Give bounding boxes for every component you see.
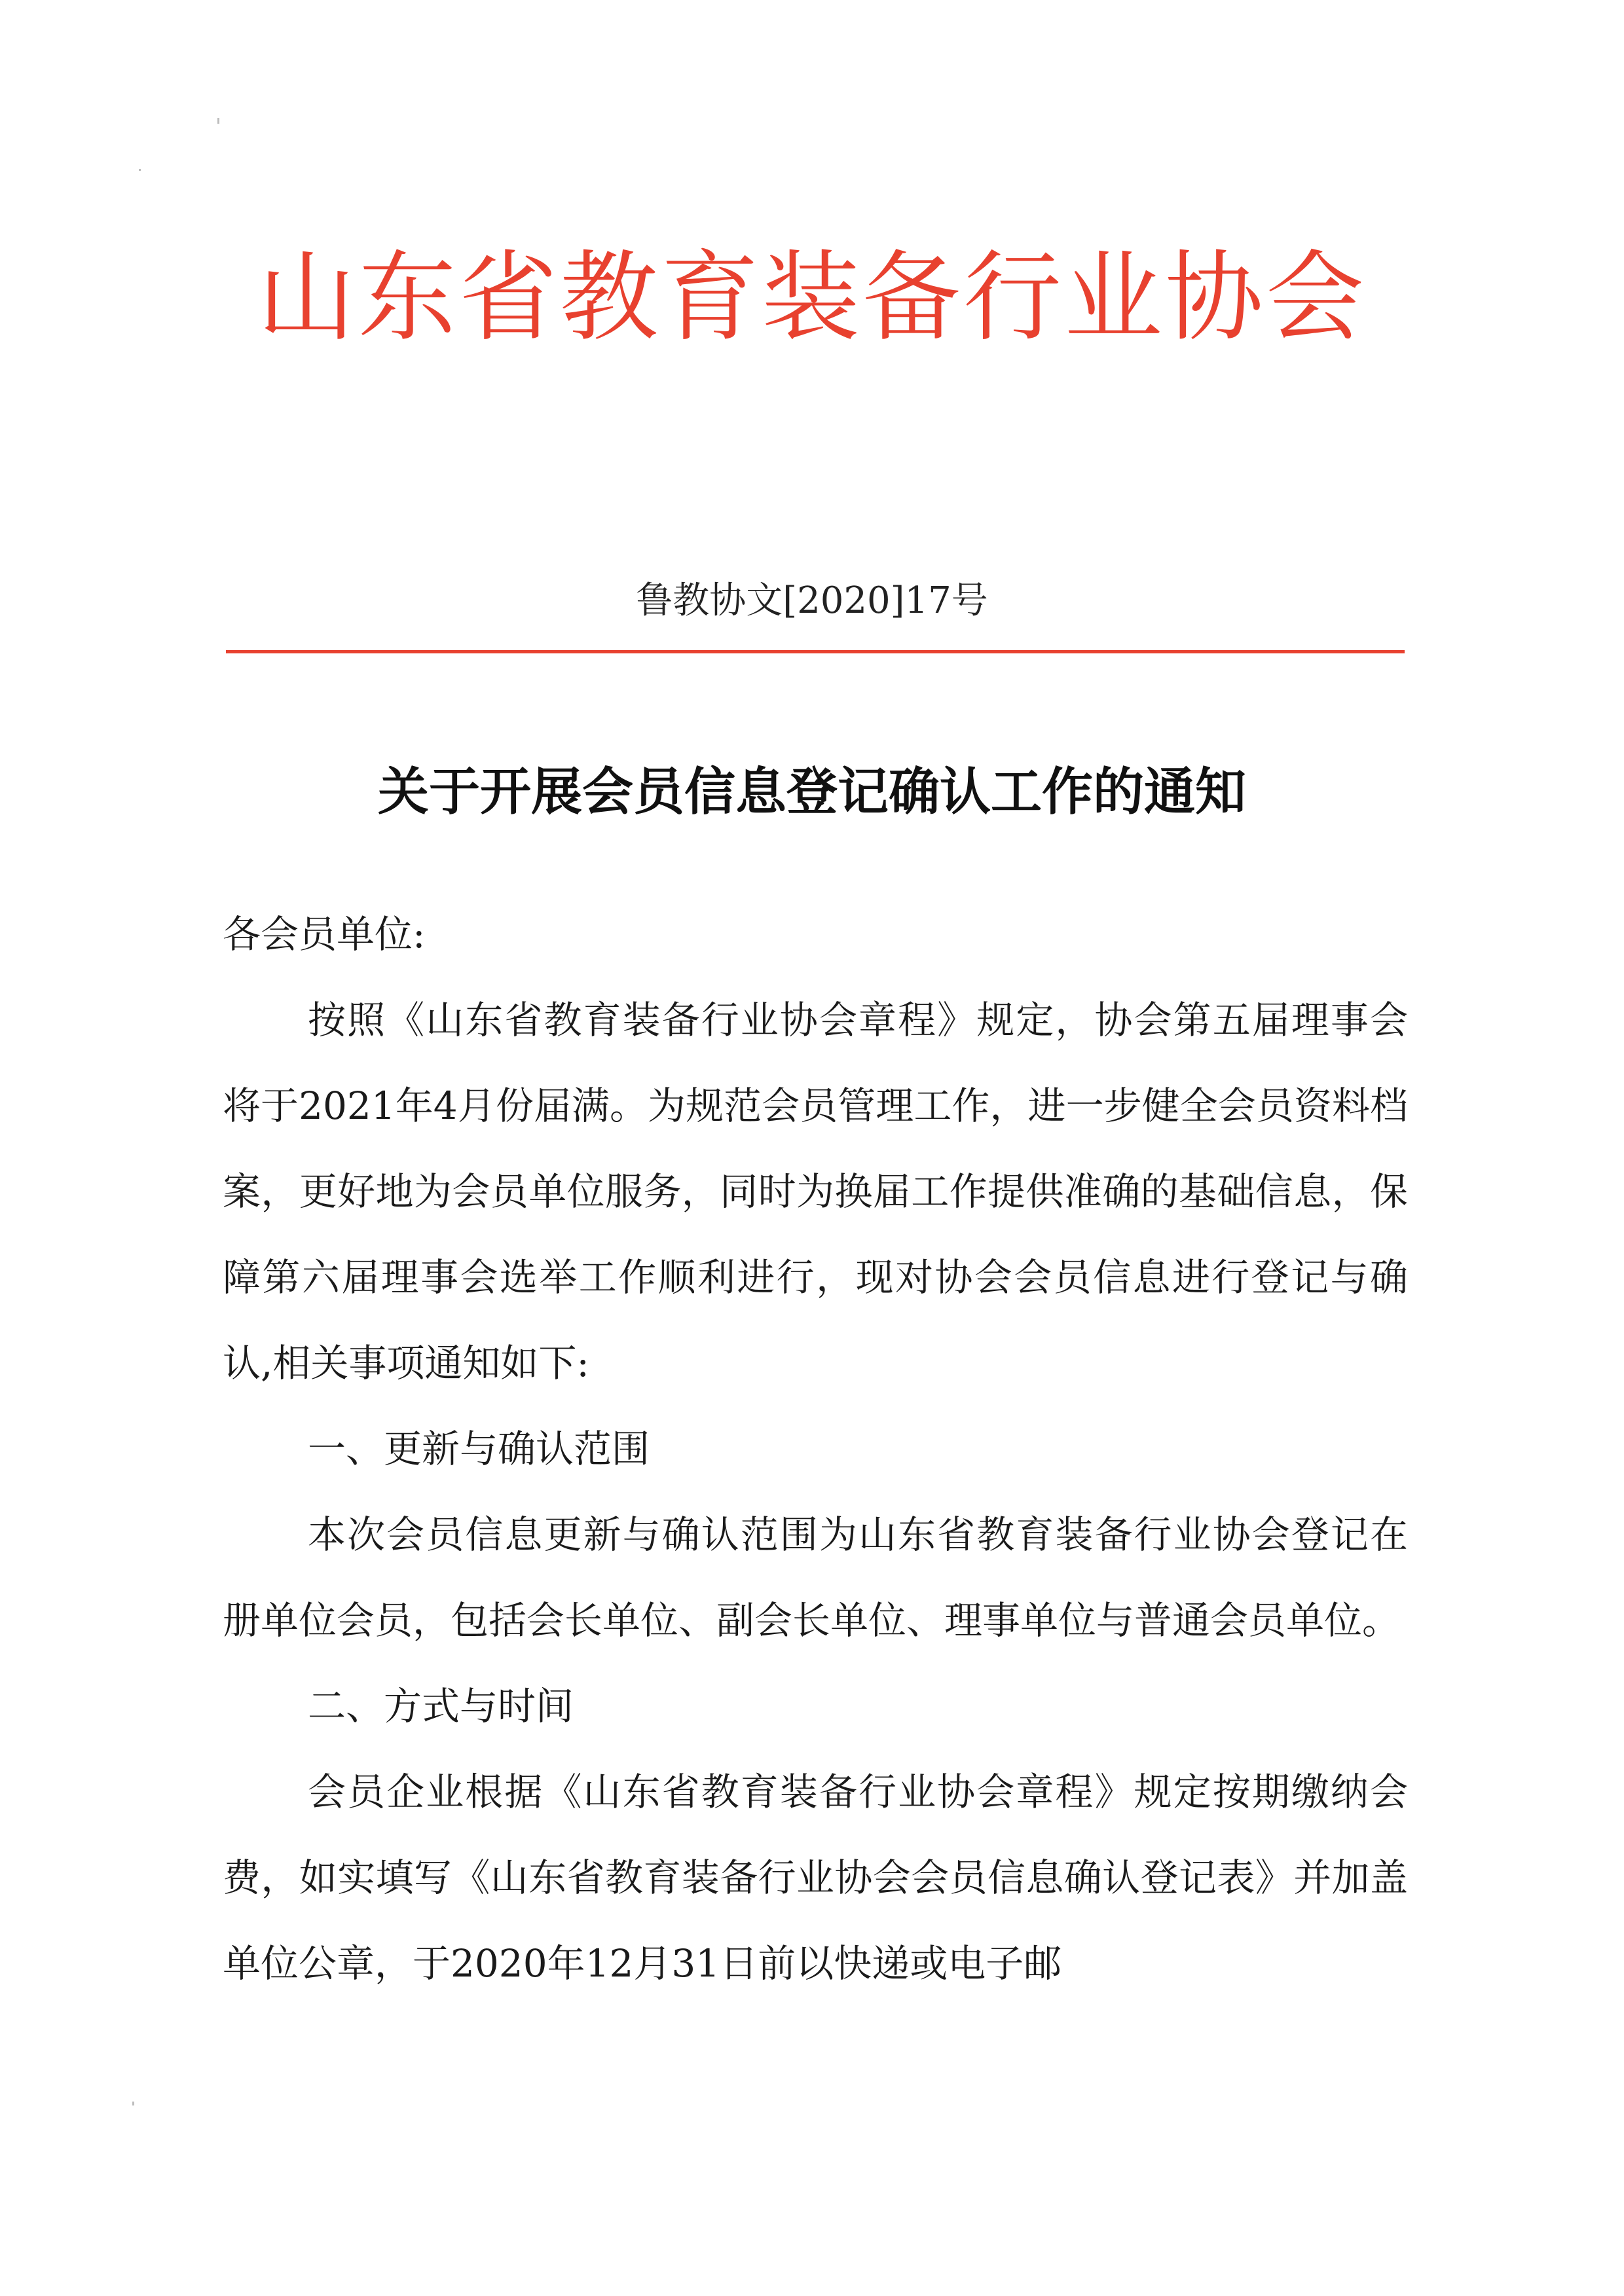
notice-title: 关于开展会员信息登记确认工作的通知 bbox=[377, 763, 1246, 822]
section-heading-scope: 一、更新与确认范围 bbox=[308, 1427, 650, 1471]
salutation: 各会员单位: bbox=[223, 912, 426, 957]
organization-header: 山东省教育装备行业协会 bbox=[257, 241, 1367, 355]
scan-speck bbox=[217, 118, 219, 124]
red-divider-line bbox=[226, 650, 1405, 653]
notice-body bbox=[223, 892, 1408, 2007]
paragraph-intro: 按照《山东省教育装备行业协会章程》规定，协会第五届理事会将于2021年4月份届满。为规范会员管理工作，进一步健全会员资料档案，更好地为会员单位服务，同时为换届工作提供准确的基础信息，保障第六届理事会选举工作顺利进行，现对协会会员信息进行登记与确认,相关事项通知如下: bbox=[223, 998, 1408, 1385]
paragraph-scope: 本次会员信息更新与确认范围为山东省教育装备行业协会登记在册单位会员，包括会长单位、副会长单位、理事单位与普通会员单位。 bbox=[223, 1512, 1408, 1643]
scan-speck bbox=[139, 169, 141, 171]
section-heading-method: 二、方式与时间 bbox=[308, 1684, 574, 1728]
scan-speck bbox=[132, 2102, 134, 2105]
paragraph-method: 会员企业根据《山东省教育装备行业协会章程》规定按期缴纳会费，如实填写《山东省教育装备行业协会会员信息确认登记表》并加盖单位公章，于2020年12月31日前以快递或电子邮 bbox=[223, 1770, 1408, 1986]
document-number: 鲁教协文[2020]17号 bbox=[636, 579, 988, 622]
